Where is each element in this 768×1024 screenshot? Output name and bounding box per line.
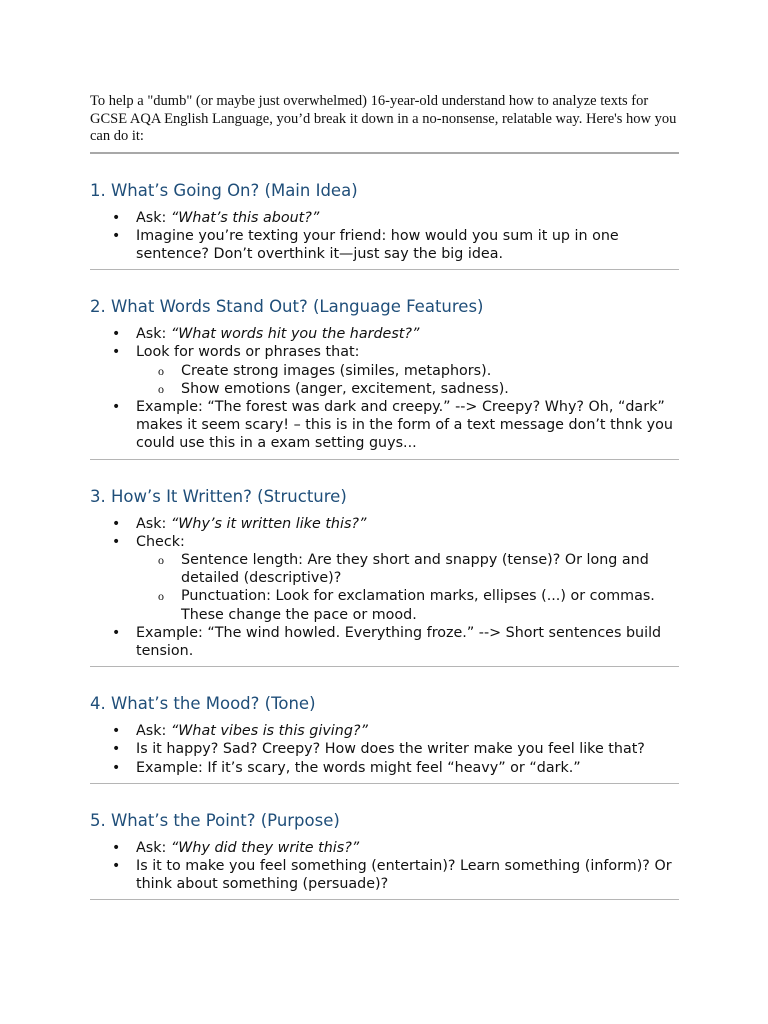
ask-question: “What words hit you the hardest?” xyxy=(170,326,420,343)
bullet-list xyxy=(90,325,679,452)
ask-question: “What’s this about?” xyxy=(170,209,320,226)
list-item xyxy=(90,209,679,227)
section-heading: 3. How’s It Written? (Structure) xyxy=(90,486,347,506)
sub-list-item: o Sentence length: Are they short and snappy (tense)? Or long and detailed (descriptive)? xyxy=(136,551,679,587)
section-heading: 4. What’s the Mood? (Tone) xyxy=(90,694,316,714)
divider xyxy=(90,269,679,270)
divider xyxy=(90,899,679,900)
list-item: • Is it happy? Sad? Creepy? How does the writer make you feel like that? xyxy=(90,740,679,758)
sub-list xyxy=(136,551,679,624)
ask-prefix: Ask: xyxy=(136,723,171,740)
ask-question: “Why did they write this?” xyxy=(170,839,360,856)
list-item: • Example: “The forest was dark and creepy.” --> Creepy? Why? Oh, “dark” makes it seem scary! – this is in the form of a text message don’t thnk you could use this in a exam setting guys... xyxy=(90,398,679,453)
section-purpose xyxy=(90,811,679,894)
list-item xyxy=(90,533,679,624)
section-structure xyxy=(90,487,679,661)
ask-question: “Why’s it written like this?” xyxy=(170,515,367,532)
ask-prefix: Ask: xyxy=(136,209,171,226)
section-heading: 1. What’s Going On? (Main Idea) xyxy=(90,180,358,200)
sub-list xyxy=(136,362,679,398)
list-item-text: Check: xyxy=(136,533,185,550)
list-item xyxy=(90,722,679,740)
intro-paragraph: To help a "dumb" (or maybe just overwhelmed) 16-year-old understand how to analyze texts for GCSE AQA English Language, you’d break it down in a no-nonsense, relatable way. Here's how you can do it: xyxy=(90,93,677,144)
section-language-features xyxy=(90,297,679,452)
sub-list-item: o Punctuation: Look for exclamation marks, ellipses (...) or commas. These change the pace or mood. xyxy=(136,587,679,623)
divider xyxy=(90,152,679,154)
ask-question: “What vibes is this giving?” xyxy=(170,723,368,740)
document-page xyxy=(90,93,679,900)
list-item xyxy=(90,343,679,398)
list-item: • Imagine you’re texting your friend: how would you sum it up in one sentence? Don’t overthink it—just say the big idea. xyxy=(90,227,679,263)
list-item-text: Look for words or phrases that: xyxy=(136,344,360,361)
divider xyxy=(90,666,679,667)
section-tone xyxy=(90,694,679,777)
divider xyxy=(90,783,679,784)
bullet-list xyxy=(90,209,679,264)
list-item: • Is it to make you feel something (entertain)? Learn something (inform)? Or think about something (persuade)? xyxy=(90,857,679,893)
section-main-idea xyxy=(90,181,679,264)
section-heading: 2. What Words Stand Out? (Language Features) xyxy=(90,297,484,317)
list-item xyxy=(90,325,679,343)
bullet-list xyxy=(90,722,679,777)
divider xyxy=(90,459,679,460)
bullet-list xyxy=(90,515,679,661)
sub-list-item: o Create strong images (similes, metaphors). xyxy=(136,362,679,380)
list-item xyxy=(90,839,679,857)
list-item xyxy=(90,515,679,533)
section-heading: 5. What’s the Point? (Purpose) xyxy=(90,810,340,830)
sub-list-item: o Show emotions (anger, excitement, sadness). xyxy=(136,380,679,398)
list-item: • Example: If it’s scary, the words might feel “heavy” or “dark.” xyxy=(90,759,679,777)
list-item: • Example: “The wind howled. Everything froze.” --> Short sentences build tension. xyxy=(90,624,679,660)
bullet-list xyxy=(90,839,679,894)
ask-prefix: Ask: xyxy=(136,839,171,856)
ask-prefix: Ask: xyxy=(136,326,171,343)
ask-prefix: Ask: xyxy=(136,515,171,532)
